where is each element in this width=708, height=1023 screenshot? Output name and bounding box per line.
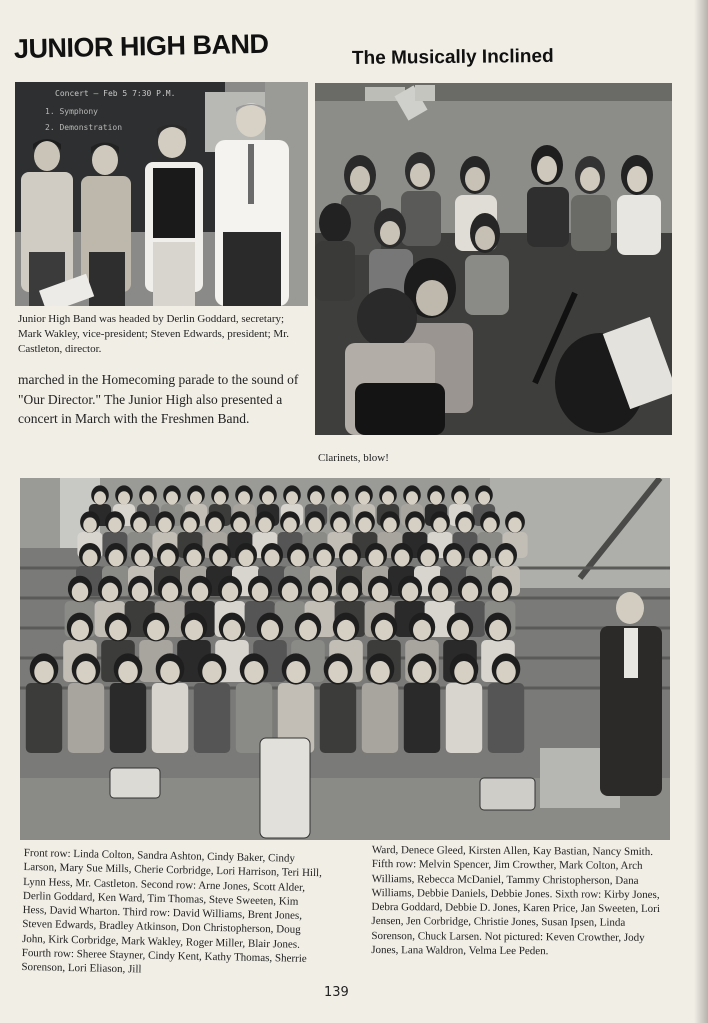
band-member-body [320,683,356,753]
band-member-face [382,491,394,505]
band-member-body [362,683,398,753]
band-member-face [83,550,98,567]
band-member-face [342,583,359,602]
band-member-face [238,491,250,505]
band-member-face [258,517,272,532]
full-band-photo [20,478,670,840]
band-member-face [108,517,122,532]
band-member-face [208,517,222,532]
band-member-body [194,683,230,753]
band-member-face [308,517,322,532]
band-member-face [492,583,509,602]
band-member-face [71,620,89,640]
clarinets-caption-text: Clarinets, blow! [318,452,389,464]
band-member-face [72,583,89,602]
band-member-face [183,517,197,532]
band-member-face [317,550,332,567]
band-member-face [370,661,390,683]
band-member-face [406,491,418,505]
band-member-face [291,550,306,567]
band-member-face [187,550,202,567]
band-member-face [161,550,176,567]
band-member-face [454,491,466,505]
band-member-body [110,683,146,753]
band-member-face [358,517,372,532]
clarinets-photo [315,83,672,435]
body-text: marched in the Homecoming parade to the sound of "Our Director." The Junior High also presented a concert in March with the Freshmen Band. [18,372,299,426]
band-member-body [488,683,524,753]
band-names-right: Ward, Denece Gleed, Kirsten Allen, Kay Bastian, Nancy Smith. Fifth row: Melvin Spencer, Jim Crowther, Mark Colton, Arch Williams, Rebecca McDaniel, Tammy Christopherson, Dana Williams, Debbie Daniels, Debbie Jones. Sixth row: Kirby Jones, Debra Goddard, Debbie D. Jones, Karen Price, Jan Sweeten, Lori Jensen, Jen Corbridge, Christie Jones, Susan Ipsen, Linda Sorenson, Chuck Larsen. Not pictured: Keven Crowther, Jody Jones, Lana Waldron, Velma Lee Peden. [371,844,660,958]
band-member-face [34,661,54,683]
band-member-face [132,583,149,602]
band-member-face [458,517,472,532]
chalkboard-line-1: Concert — Feb 5 7:30 P.M. [55,89,176,98]
band-member-face [496,661,516,683]
page-number: 139 [324,985,349,1000]
band-member-face [252,583,269,602]
band-member-body [68,683,104,753]
band-member-face [408,517,422,532]
page-edge-shadow [694,0,708,1023]
band-member-face [358,491,370,505]
band-member-face [223,620,241,640]
band-member-face [310,491,322,505]
band-member-face [262,491,274,505]
band-member-face [202,661,222,683]
band-member-face [94,491,106,505]
band-member-face [214,491,226,505]
band-member-face [483,517,497,532]
band-member-face [239,550,254,567]
band-member-face [334,491,346,505]
band-member-face [328,661,348,683]
band-member-face [412,661,432,683]
officers-caption: Junior High Band was headed by Derlin Goddard, secretary; Mark Wakley, vice-president; Steven Edwards, president; Mr. Castleton, director. [18,313,289,355]
band-member-face [413,620,431,640]
band-member-face [158,517,172,532]
band-member-face [135,550,150,567]
band-member-face [508,517,522,532]
band-member-face [192,583,209,602]
band-member-face [265,550,280,567]
band-member-face [430,491,442,505]
band-member-face [109,620,127,640]
band-member-face [433,517,447,532]
band-member-face [76,661,96,683]
band-member-face [118,491,130,505]
band-member-face [375,620,393,640]
band-member-face [118,661,138,683]
page-subtitle: The Musically Inclined [351,45,554,69]
band-member-face [147,620,165,640]
band-member-face [160,661,180,683]
band-member-face [233,517,247,532]
band-member-face [312,583,329,602]
band-member-face [109,550,124,567]
band-names-left: Front row: Linda Colton, Sandra Ashton, Cindy Baker, Cindy Larson, Mary Sue Mills, Cherie Corbridge, Lori Harrison, Teri Hill, Lynn Hess, Mr. Castleton. Second row: Arne Jones, Scott Alder, Derlin Goddard, Ken Ward, Tim Thomas, Steve Sweeten, Kim Hess, David Wharton. Third row: David Williams, Brent Jones, Steven Edwards, Bradley Atkinson, Don Christopherson, Doug John, Kirk Corbridge, Mark Wakley, Roger Miller, Blair Jones. Fourth row: Sheree Stayner, Cindy Kent, Kathy Thomas, Sherrie Sorenson, Lori Eliason, Jill [21,846,323,976]
band-member-face [102,583,119,602]
band-member-face [142,491,154,505]
band-member-face [190,491,202,505]
band-member-face [432,583,449,602]
band-member-face [162,583,179,602]
band-member-face [333,517,347,532]
band-member-body [404,683,440,753]
band-member-face [83,517,97,532]
band-member-face [369,550,384,567]
band-member-face [372,583,389,602]
band-member-body [26,683,62,753]
band-member-face [395,550,410,567]
band-member-face [185,620,203,640]
band-member-face [473,550,488,567]
band-member-face [454,661,474,683]
band-member-face [166,491,178,505]
band-member-face [286,661,306,683]
chalkboard-line-2: 1. Symphony [45,107,98,116]
band-member-face [447,550,462,567]
band-member-face [451,620,469,640]
band-member-face [261,620,279,640]
band-member-face [421,550,436,567]
page-title: JUNIOR HIGH BAND [13,28,269,64]
band-member-face [402,583,419,602]
band-member-body [152,683,188,753]
clarinets-caption [318,452,668,464]
band-member-face [462,583,479,602]
chalkboard-line-3: 2. Demonstration [45,123,123,132]
band-member-face [383,517,397,532]
band-member-face [282,583,299,602]
band-member-face [499,550,514,567]
band-member-face [343,550,358,567]
band-member-body [446,683,482,753]
band-member-face [213,550,228,567]
officers-photo [15,82,308,306]
band-member-face [222,583,239,602]
band-member-face [283,517,297,532]
band-member-face [299,620,317,640]
band-member-face [478,491,490,505]
band-member-face [244,661,264,683]
band-member-face [133,517,147,532]
band-member-face [489,620,507,640]
band-member-face [286,491,298,505]
band-member-face [337,620,355,640]
